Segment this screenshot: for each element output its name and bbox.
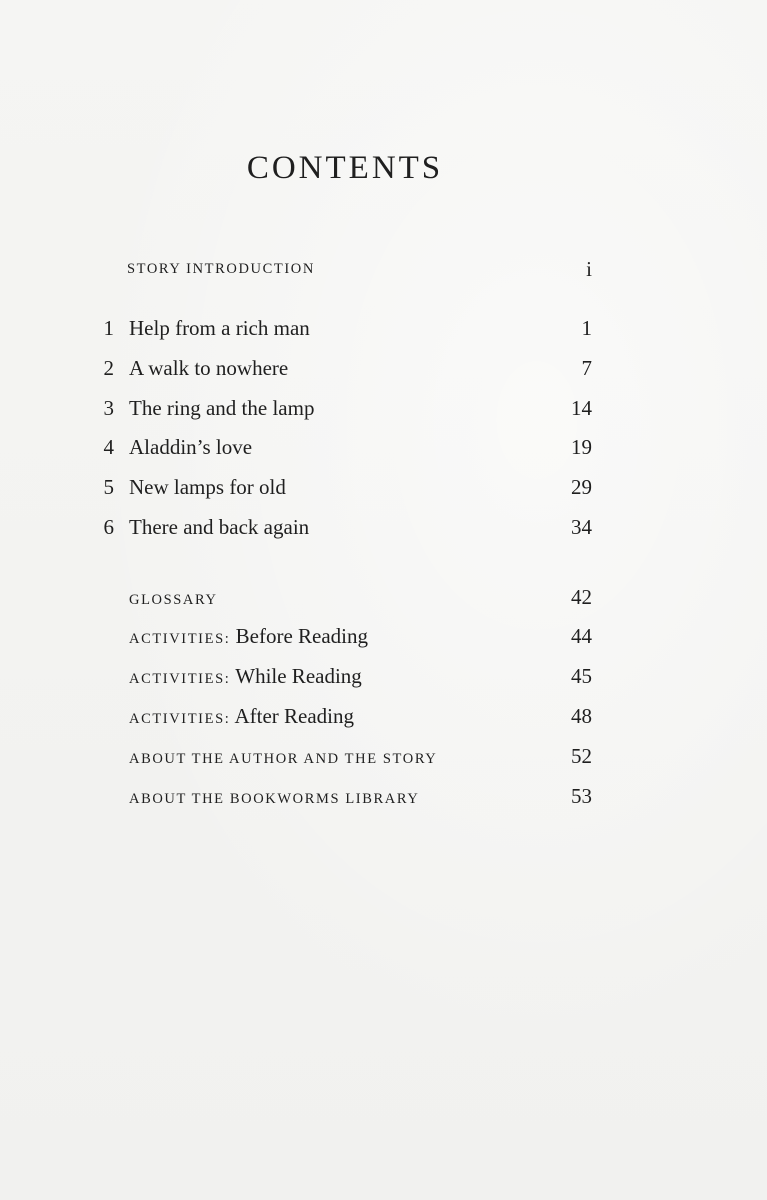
toc-back-matter-row bbox=[0, 661, 767, 691]
toc-page-number: 52 bbox=[571, 744, 592, 768]
back-matter-label bbox=[129, 582, 218, 615]
toc-page-number: i bbox=[586, 257, 592, 281]
back-matter-prefix: ACTIVITIES: bbox=[129, 711, 231, 727]
page-title: CONTENTS bbox=[246, 150, 444, 186]
toc-chapter-row bbox=[0, 432, 767, 462]
chapter-number: 3 bbox=[103, 396, 114, 420]
back-matter-rest: While Reading bbox=[230, 664, 362, 688]
back-matter-rest: Before Reading bbox=[230, 624, 368, 648]
toc-back-matter-row bbox=[0, 781, 767, 811]
toc-page-number: 1 bbox=[581, 316, 592, 340]
back-matter-label bbox=[129, 701, 354, 734]
toc-page-number: 53 bbox=[571, 784, 592, 808]
back-matter-label bbox=[129, 741, 437, 774]
chapter-number: 5 bbox=[103, 475, 114, 499]
toc-page-number: 29 bbox=[571, 475, 592, 499]
back-matter-prefix: ABOUT THE AUTHOR AND THE STORY bbox=[129, 751, 438, 767]
toc-intro-row bbox=[0, 254, 767, 284]
back-matter-prefix: ABOUT THE BOOKWORMS LIBRARY bbox=[129, 791, 420, 807]
toc-page-number: 34 bbox=[571, 515, 592, 539]
toc-chapter-row bbox=[0, 512, 767, 542]
toc-chapter-row bbox=[0, 313, 767, 343]
back-matter-label bbox=[129, 781, 419, 814]
chapter-number: 4 bbox=[103, 435, 114, 459]
toc-back-matter-row bbox=[0, 701, 767, 731]
chapter-number: 1 bbox=[103, 316, 114, 340]
chapter-number: 6 bbox=[103, 515, 114, 539]
toc-page-number: 19 bbox=[571, 435, 592, 459]
chapter-title: There and back again bbox=[129, 515, 310, 539]
back-matter-rest: After Reading bbox=[230, 704, 355, 728]
chapter-title: The ring and the lamp bbox=[129, 396, 315, 420]
toc-entry-label: STORY INTRODUCTION bbox=[127, 261, 315, 277]
toc-page-number: 45 bbox=[571, 664, 592, 688]
toc-page-number: 7 bbox=[581, 356, 592, 380]
toc-chapter-row bbox=[0, 353, 767, 383]
back-matter-prefix: GLOSSARY bbox=[129, 592, 218, 608]
toc-page-number: 42 bbox=[571, 585, 592, 609]
back-matter-prefix: ACTIVITIES: bbox=[129, 631, 231, 647]
back-matter-label bbox=[129, 661, 362, 694]
toc-page-number: 14 bbox=[571, 396, 592, 420]
chapter-title: New lamps for old bbox=[129, 475, 286, 499]
chapter-title: A walk to nowhere bbox=[129, 356, 289, 380]
back-matter-label bbox=[129, 621, 368, 654]
chapter-title: Help from a rich man bbox=[129, 316, 310, 340]
toc-page-number: 44 bbox=[571, 624, 592, 648]
toc-back-matter-row bbox=[0, 741, 767, 771]
chapter-title: Aladdin’s love bbox=[129, 435, 253, 459]
chapter-number: 2 bbox=[103, 356, 114, 380]
toc-chapter-row bbox=[0, 472, 767, 502]
back-matter-prefix: ACTIVITIES: bbox=[129, 671, 231, 687]
toc-back-matter-row bbox=[0, 621, 767, 651]
toc-back-matter-row bbox=[0, 582, 767, 612]
toc-page-number: 48 bbox=[571, 704, 592, 728]
toc-chapter-row bbox=[0, 393, 767, 423]
